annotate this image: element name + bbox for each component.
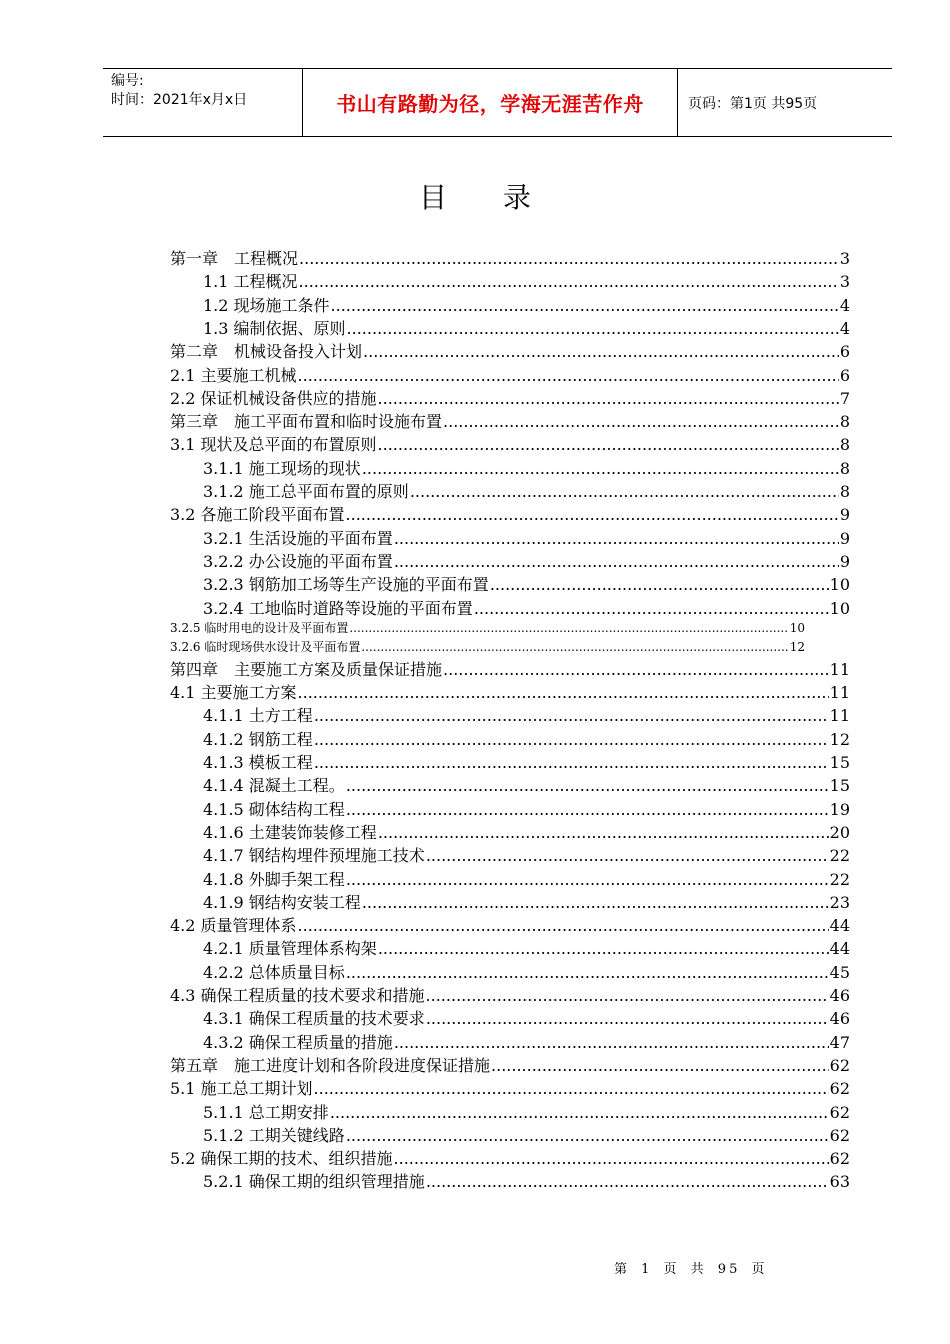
toc-entry-title: 3.2.5 临时用电的设计及平面布置 xyxy=(170,620,349,635)
toc-entry[interactable] xyxy=(203,961,850,984)
toc-entry[interactable] xyxy=(203,1101,850,1124)
toc-entry-page: 62 xyxy=(829,1149,850,1169)
toc-leader-dots xyxy=(314,751,829,774)
toc-entry-title: 3.1.2 施工总平面布置的原则 xyxy=(203,482,409,501)
toc-entry[interactable] xyxy=(170,681,850,704)
toc-entry-page: 7 xyxy=(839,388,850,408)
toc-entry[interactable] xyxy=(203,550,850,573)
toc-entry-title: 5.2 确保工期的技术、组织措施 xyxy=(170,1149,393,1169)
toc-entry-page: 44 xyxy=(829,916,850,936)
toc-leader-dots xyxy=(378,387,839,410)
toc-leader-dots xyxy=(331,294,839,317)
toc-entry-title: 3.1 现状及总平面的布置原则 xyxy=(170,435,377,455)
toc-entry[interactable] xyxy=(170,503,850,526)
toc-entry-title: 4.1.3 模板工程 xyxy=(203,753,313,772)
toc-entry-page: 6 xyxy=(839,365,850,385)
toc-leader-dots xyxy=(362,457,839,480)
toc-entry[interactable] xyxy=(170,1147,850,1170)
toc-entry[interactable] xyxy=(170,387,850,410)
toc-entry[interactable] xyxy=(203,317,850,340)
toc-entry-title: 4.1.6 土建装饰装修工程 xyxy=(203,822,377,842)
toc-leader-dots xyxy=(443,410,839,433)
toc-entry-title: 第五章 施工进度计划和各阶段进度保证措施 xyxy=(170,1055,491,1075)
toc-entry-title: 3.2.1 生活设施的平面布置 xyxy=(203,528,393,548)
toc-entry[interactable] xyxy=(170,340,850,363)
toc-entry-page: 3 xyxy=(839,249,850,268)
toc-entry-title: 1.2 现场施工条件 xyxy=(203,295,330,315)
toc-leader-dots xyxy=(346,774,829,797)
toc-entry[interactable] xyxy=(203,774,850,797)
toc-entry-title: 3.2 各施工阶段平面布置 xyxy=(170,505,345,525)
toc-entry[interactable] xyxy=(170,639,805,655)
toc-entry[interactable] xyxy=(203,728,850,751)
toc-entry-page: 6 xyxy=(839,342,850,362)
toc-entry-page: 8 xyxy=(839,482,850,501)
toc-entry[interactable] xyxy=(203,891,850,914)
toc-leader-dots xyxy=(394,527,839,550)
header-page-info: 页码：第1页 共95页 xyxy=(688,95,818,112)
toc-entry-title: 4.2 质量管理体系 xyxy=(170,916,297,936)
toc-entry-title: 第四章 主要施工方案及质量保证措施 xyxy=(170,659,443,679)
toc-entry-page: 12 xyxy=(829,729,850,749)
toc-entry-page: 11 xyxy=(829,706,850,726)
toc-entry-page: 62 xyxy=(829,1125,850,1145)
toc-leader-dots xyxy=(347,317,839,340)
toc-entry[interactable] xyxy=(203,527,850,550)
toc-entry-title: 4.1.5 砌体结构工程 xyxy=(203,799,345,819)
toc-entry-page: 44 xyxy=(829,939,850,959)
toc-entry[interactable] xyxy=(203,294,850,317)
toc-entry[interactable] xyxy=(203,1170,850,1193)
toc-entry[interactable] xyxy=(203,821,850,844)
toc-leader-dots xyxy=(330,1101,829,1124)
toc-entry-title: 5.1 施工总工期计划 xyxy=(170,1079,313,1099)
toc-entry[interactable] xyxy=(170,364,850,387)
toc-entry[interactable] xyxy=(203,480,850,503)
toc-entry[interactable] xyxy=(203,573,850,596)
toc-entry-title: 4.1.8 外脚手架工程 xyxy=(203,869,345,889)
toc-entry-title: 3.2.3 钢筋加工场等生产设施的平面布置 xyxy=(203,575,489,595)
toc-entry-title: 4.1.7 钢结构埋件预埋施工技术 xyxy=(203,846,425,866)
toc-entry-title: 第三章 施工平面布置和临时设施布置 xyxy=(170,412,443,432)
toc-leader-dots xyxy=(363,340,839,363)
toc-entry[interactable] xyxy=(170,620,805,636)
toc-entry[interactable] xyxy=(203,798,850,821)
toc-leader-dots xyxy=(394,1147,829,1170)
toc-entry-title: 4.1.2 钢筋工程 xyxy=(203,729,313,749)
toc-entry[interactable] xyxy=(203,1124,850,1147)
toc-entry[interactable] xyxy=(203,1031,850,1054)
toc-leader-dots xyxy=(394,1031,829,1054)
toc-leader-dots xyxy=(314,728,829,751)
toc-leader-dots xyxy=(314,704,829,727)
toc-leader-dots xyxy=(378,821,829,844)
toc-entry[interactable] xyxy=(170,658,850,681)
toc-entry-page: 10 xyxy=(829,598,850,618)
toc-leader-dots xyxy=(298,914,829,937)
header-motto: 书山有路勤为径，学海无涯苦作舟 xyxy=(303,69,678,136)
document-time-label: 时间：2021年x月x日 xyxy=(111,92,248,108)
toc-entry-page: 62 xyxy=(829,1055,850,1075)
toc-leader-dots xyxy=(298,681,829,704)
toc-entry-page: 22 xyxy=(829,846,850,866)
toc-entry-title: 第二章 机械设备投入计划 xyxy=(170,342,363,362)
toc-leader-dots xyxy=(410,480,839,503)
toc-entry-page: 11 xyxy=(829,683,850,703)
toc-entry-page: 15 xyxy=(829,776,850,796)
toc-leader-dots xyxy=(378,433,839,456)
toc-entry[interactable] xyxy=(203,751,850,774)
toc-leader-dots xyxy=(346,503,839,526)
page-title: 目录 xyxy=(418,181,587,214)
toc-entry[interactable] xyxy=(203,868,850,891)
toc-entry-title: 3.1.1 施工现场的现状 xyxy=(203,458,361,478)
toc-entry-page: 9 xyxy=(839,551,850,571)
page-header xyxy=(103,68,892,137)
toc-entry[interactable] xyxy=(203,1007,850,1030)
toc-entry-page: 8 xyxy=(839,458,850,478)
toc-leader-dots xyxy=(426,984,829,1007)
toc-entry-title: 4.3.2 确保工程质量的措施 xyxy=(203,1032,393,1052)
toc-leader-dots xyxy=(314,1077,829,1100)
toc-entry-page: 3 xyxy=(839,272,850,292)
toc-leader-dots xyxy=(474,597,829,620)
toc-entry-title: 4.2.2 总体质量目标 xyxy=(203,962,345,982)
toc-entry-page: 62 xyxy=(829,1102,850,1122)
toc-entry-page: 9 xyxy=(839,528,850,548)
page-footer: 第 1 页 共 95 页 xyxy=(614,1262,768,1277)
toc-entry-page: 9 xyxy=(839,505,850,525)
toc-leader-dots xyxy=(298,364,839,387)
toc-entry-title: 2.1 主要施工机械 xyxy=(170,365,297,385)
toc-entry-page: 20 xyxy=(829,822,850,842)
toc-entry[interactable] xyxy=(203,270,850,293)
toc-entry[interactable] xyxy=(170,914,850,937)
toc-entry-page: 8 xyxy=(839,412,850,432)
toc-entry-title: 3.2.4 工地临时道路等设施的平面布置 xyxy=(203,598,473,618)
toc-entry[interactable] xyxy=(203,457,850,480)
toc-entry-title: 4.1.4 混凝土工程。 xyxy=(203,776,345,796)
toc-entry[interactable] xyxy=(170,984,850,1007)
toc-entry-page: 11 xyxy=(829,659,850,679)
toc-leader-dots xyxy=(443,658,829,681)
toc-entry-page: 10 xyxy=(829,575,850,595)
toc-entry-page: 23 xyxy=(829,892,850,912)
toc-entry[interactable] xyxy=(170,410,850,433)
toc-entry[interactable] xyxy=(170,433,850,456)
toc-entry-page: 63 xyxy=(829,1172,850,1192)
toc-leader-dots xyxy=(346,961,829,984)
toc-entry-page: 46 xyxy=(829,1009,850,1029)
toc-entry[interactable] xyxy=(203,597,850,620)
toc-entry-title: 1.1 工程概况 xyxy=(203,272,298,292)
toc-entry-page: 4 xyxy=(839,318,850,338)
toc-leader-dots xyxy=(491,1054,829,1077)
toc-entry-title: 1.3 编制依据、原则 xyxy=(203,318,346,338)
toc-leader-dots xyxy=(394,550,839,573)
toc-leader-dots xyxy=(378,937,829,960)
toc-entry[interactable] xyxy=(170,247,850,270)
toc-entry-title: 第一章 工程概况 xyxy=(170,249,299,268)
toc-entry-title: 5.1.2 工期关键线路 xyxy=(203,1125,345,1145)
document-number-label: 编号: xyxy=(111,73,144,89)
toc-entry-page: 62 xyxy=(829,1079,850,1099)
toc-entry[interactable] xyxy=(170,1054,850,1077)
header-meta xyxy=(103,69,303,136)
toc-leader-dots xyxy=(346,798,829,821)
toc-entry-page: 4 xyxy=(839,295,850,315)
toc-entry-page: 8 xyxy=(839,435,850,455)
toc-leader-dots xyxy=(361,639,788,655)
toc-entry-page: 15 xyxy=(829,753,850,772)
toc-entry-page: 46 xyxy=(829,986,850,1005)
toc-entry[interactable] xyxy=(203,844,850,867)
toc-leader-dots xyxy=(299,247,839,270)
toc-entry-title: 2.2 保证机械设备供应的措施 xyxy=(170,388,377,408)
toc-entry-title: 4.3.1 确保工程质量的技术要求 xyxy=(203,1009,425,1029)
toc-entry[interactable] xyxy=(170,1077,850,1100)
toc-entry[interactable] xyxy=(203,937,850,960)
toc-entry-page: 47 xyxy=(829,1032,850,1052)
toc-leader-dots xyxy=(346,1124,829,1147)
toc-leader-dots xyxy=(490,573,829,596)
toc-entry[interactable] xyxy=(203,704,850,727)
toc-entry-page: 19 xyxy=(829,799,850,819)
toc-entry-title: 4.1 主要施工方案 xyxy=(170,683,297,703)
toc-leader-dots xyxy=(299,270,839,293)
toc-entry-title: 4.3 确保工程质量的技术要求和措施 xyxy=(170,986,425,1005)
toc-leader-dots xyxy=(346,868,829,891)
toc-leader-dots xyxy=(426,1170,829,1193)
toc-entry-page: 10 xyxy=(789,620,805,635)
toc-leader-dots xyxy=(426,1007,829,1030)
toc-entry-title: 3.2.2 办公设施的平面布置 xyxy=(203,551,393,571)
toc-entry-page: 45 xyxy=(829,962,850,982)
toc-entry-title: 4.1.1 土方工程 xyxy=(203,706,313,726)
toc-entry-page: 22 xyxy=(829,869,850,889)
toc-entry-title: 4.2.1 质量管理体系构架 xyxy=(203,939,377,959)
toc-entry-title: 5.2.1 确保工期的组织管理措施 xyxy=(203,1172,425,1192)
toc-entry-title: 4.1.9 钢结构安装工程 xyxy=(203,892,361,912)
toc-leader-dots xyxy=(362,891,829,914)
toc-leader-dots xyxy=(426,844,829,867)
toc-entry-title: 3.2.6 临时现场供水设计及平面布置 xyxy=(170,639,361,654)
toc-entry-page: 12 xyxy=(789,639,805,654)
toc-entry-title: 5.1.1 总工期安排 xyxy=(203,1102,329,1122)
toc-leader-dots xyxy=(349,620,788,636)
